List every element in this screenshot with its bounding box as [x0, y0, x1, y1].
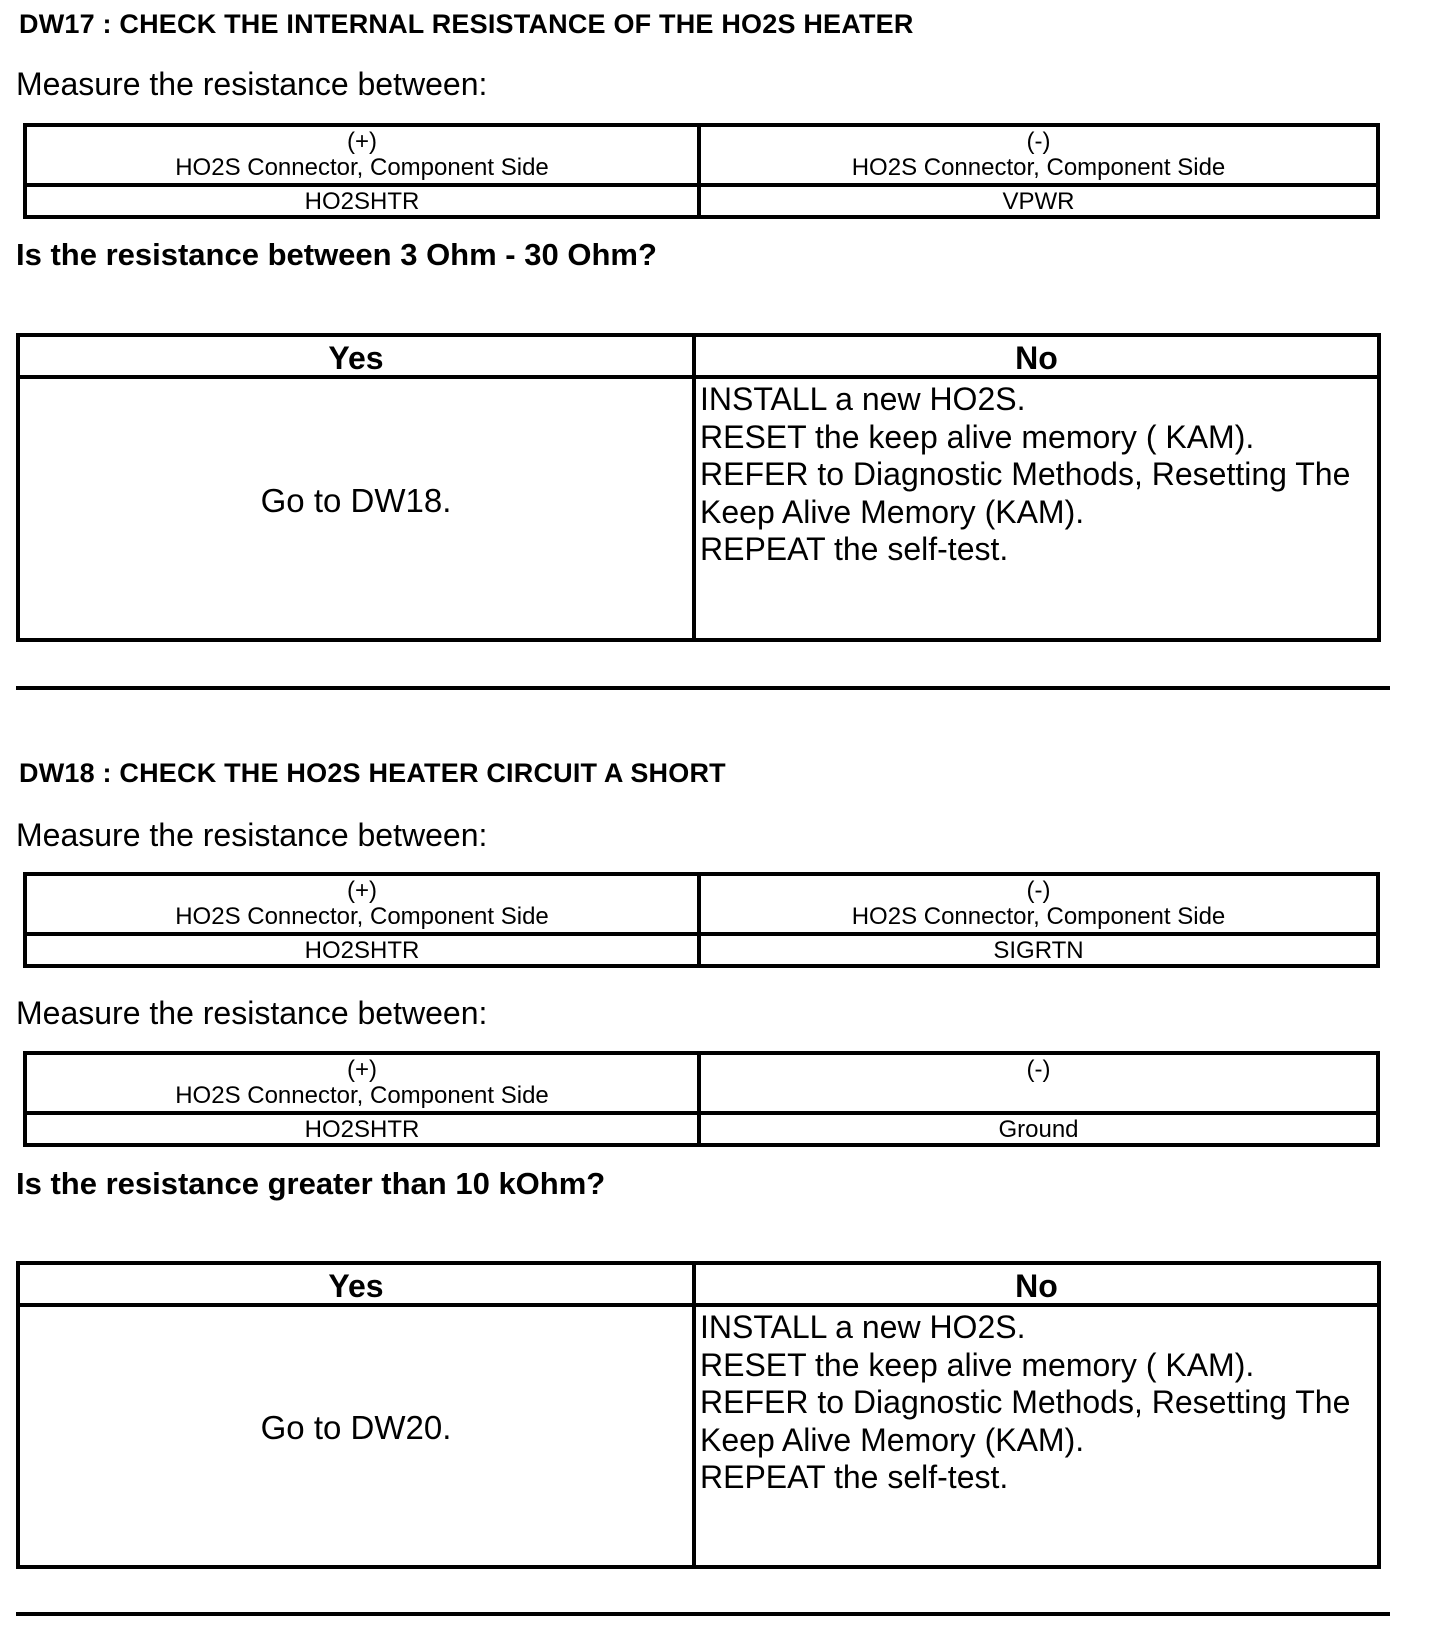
question: Is the resistance between 3 Ohm - 30 Ohm?: [16, 237, 657, 272]
negative-pin: SIGRTN: [993, 937, 1084, 964]
step-title-dw18: DW18 : CHECK THE HO2S HEATER CIRCUIT A SHORT: [19, 758, 726, 788]
no-action-line: RESET the keep alive memory ( KAM).: [700, 418, 1255, 455]
negative-pin: Ground: [998, 1116, 1079, 1143]
step-title-dw17: DW17 : CHECK THE INTERNAL RESISTANCE OF THE HO2S HEATER: [19, 9, 914, 39]
positive-location: HO2S Connector, Component Side: [175, 903, 549, 930]
negative-lead-header: [701, 1055, 1376, 1115]
positive-sign: (+): [347, 128, 377, 155]
positive-pin: HO2SHTR: [27, 936, 701, 966]
measurement-table: [23, 1051, 1380, 1147]
answer-table: [16, 1261, 1381, 1569]
no-action-list: [696, 379, 1377, 638]
positive-sign: (+): [347, 877, 377, 904]
yes-action: [20, 1307, 696, 1565]
positive-pin: HO2SHTR: [27, 187, 701, 217]
negative-sign: (-): [1026, 1056, 1051, 1083]
section-divider: [16, 686, 1390, 690]
measure-instruction: Measure the resistance between:: [16, 66, 488, 102]
positive-lead-header: [27, 876, 701, 936]
yes-action-text: Go to DW20.: [260, 1409, 452, 1446]
no-action-line: INSTALL a new HO2S.: [700, 1309, 1026, 1345]
negative-location: HO2S Connector, Component Side: [851, 154, 1226, 181]
no-action-line: Keep Alive Memory (KAM).: [700, 493, 1085, 530]
question: Is the resistance greater than 10 kOhm?: [16, 1166, 606, 1201]
negative-sign: (-): [1026, 877, 1051, 904]
yes-header: Yes: [20, 337, 696, 379]
no-action-line: REFER to Diagnostic Methods, Resetting The: [700, 1384, 1351, 1420]
no-action-line: RESET the keep alive memory ( KAM).: [700, 1346, 1255, 1383]
positive-location: HO2S Connector, Component Side: [175, 154, 549, 181]
negative-location: HO2S Connector, Component Side: [851, 903, 1226, 930]
yes-header: Yes: [20, 1265, 696, 1307]
negative-lead-header: [701, 876, 1376, 936]
measurement-table: [23, 123, 1380, 219]
answer-table: [16, 333, 1381, 642]
no-header: No: [696, 1265, 1377, 1307]
no-action-line: REPEAT the self-test.: [700, 531, 1009, 567]
yes-action: [20, 379, 696, 638]
section-divider: [16, 1612, 1390, 1616]
no-action-line: REFER to Diagnostic Methods, Resetting The: [700, 456, 1351, 492]
no-action-line: Keep Alive Memory (KAM).: [700, 1421, 1085, 1458]
positive-pin: HO2SHTR: [27, 1115, 701, 1145]
negative-lead-header: [701, 127, 1376, 187]
no-action-list: [696, 1307, 1377, 1565]
measure-instruction: Measure the resistance between:: [16, 995, 488, 1031]
negative-sign: (-): [1026, 128, 1051, 155]
positive-location: HO2S Connector, Component Side: [175, 1082, 549, 1109]
positive-lead-header: [27, 1055, 701, 1115]
positive-sign: (+): [347, 1056, 377, 1083]
negative-pin: VPWR: [1002, 188, 1075, 215]
no-action-line: REPEAT the self-test.: [700, 1459, 1009, 1495]
no-header: No: [696, 337, 1377, 379]
yes-action-text: Go to DW18.: [260, 481, 452, 519]
positive-lead-header: [27, 127, 701, 187]
measurement-table: [23, 872, 1380, 968]
no-action-line: INSTALL a new HO2S.: [700, 381, 1026, 417]
measure-instruction: Measure the resistance between:: [16, 817, 488, 853]
